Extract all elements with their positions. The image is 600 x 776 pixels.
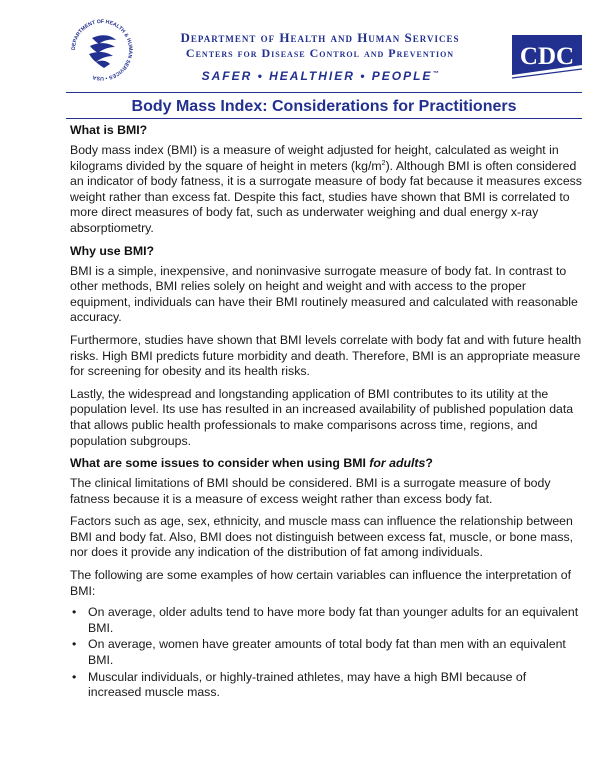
trademark-mark: ™ [432, 71, 439, 77]
list-item-text: Muscular individuals, or highly-trained athletes, may have a high BMI because of increased muscle mass. [88, 669, 527, 700]
cdc-logo-text: CDC [519, 43, 575, 70]
hhs-seal-logo [66, 14, 138, 86]
centers-name: Centers for Disease Control and Prevention [185, 46, 455, 60]
bullet-icon: • [72, 669, 77, 684]
title-rule [66, 118, 582, 119]
heading-why-use-bmi: Why use BMI? [70, 243, 155, 258]
tagline [150, 69, 490, 83]
paragraph-what-is-bmi [70, 143, 582, 237]
paragraph-issues-1: The clinical limitations of BMI should be considered. BMI is a surrogate measure of body fatness because it is a measure of excess weight rather than excess body fat. [70, 476, 551, 506]
paragraph-why-2: Furthermore, studies have shown that BMI levels correlate with body fat and with future health risks. High BMI predicts future morbidity and death. Therefore, BMI is an appropriate measure for screening for obesity and its health risks. [70, 332, 582, 379]
paragraph-issues-3: The following are some examples of how certain variables can influence the interpretation of BMI: [70, 568, 572, 598]
header-rule [66, 92, 582, 93]
cdc-logo [512, 35, 582, 81]
bullet-icon: • [72, 605, 77, 620]
tagline-text: SAFER • HEALTHIER • PEOPLE [201, 69, 433, 83]
heading-issues-adults [70, 455, 582, 471]
document-body [70, 122, 582, 702]
bullet-list [70, 605, 582, 701]
heading-text: ? [425, 456, 433, 471]
heading-text: What are some issues to consider when using BMI [70, 456, 370, 471]
paragraph-issues-2: Factors such as age, sex, ethnicity, and muscle mass can influence the relationship between BMI and body fat. Also, BMI does not distinguish between excess fat, muscle, or bone mass, nor does it provide any indication of the distribution of fat among individuals. [70, 514, 574, 560]
list-item-text: On average, older adults tend to have more body fat than younger adults for an equivalent BMI. [88, 605, 579, 635]
superscript: 2 [381, 159, 386, 167]
department-header [150, 30, 490, 83]
bullet-icon: • [72, 637, 77, 652]
department-name: Department of Health and Human Services [180, 30, 460, 45]
paragraph-text: ). Although BMI is often considered an indicator of body fatness, it is a surrogate measure of body fat because it measures excess weight rather than excess fat. Despite this fact, studies have shown that BMI is correlated to more direct measures of body fat, such as underwater weighing and dual energy x-ray absorptiometry. [70, 158, 582, 235]
paragraph-why-1: BMI is a simple, inexpensive, and noninvasive surrogate measure of body fat. In contrast to other methods, BMI relies solely on height and weight and with access to the proper equipment, individuals can have their BMI routinely measured and calculated with reasonable accuracy. [70, 263, 578, 325]
seal-text: DEPARTMENT OF HEALTH & HUMAN SERVICES • USA [70, 18, 134, 82]
list-item [70, 605, 582, 636]
paragraph-text: Body mass index (BMI) is a measure of weight adjusted for height, calculated as weight in kilograms divided by the square of height in meters (kg/m [70, 143, 559, 173]
heading-what-is-bmi: What is BMI? [70, 123, 148, 137]
heading-emphasis: for adults [369, 456, 426, 471]
list-item [70, 637, 582, 668]
document-title: Body Mass Index: Considerations for Practitioners [131, 98, 517, 115]
list-item-text: On average, women have greater amounts of total body fat than men with an equivalent BMI. [88, 637, 566, 668]
paragraph-why-3: Lastly, the widespread and longstanding application of BMI contributes to its utility at the population level. Its use has resulted in an increased availability of published population data that allows public health professionals to make comparisons across time, regions, and population subgroups. [70, 386, 574, 448]
list-item [70, 670, 582, 701]
